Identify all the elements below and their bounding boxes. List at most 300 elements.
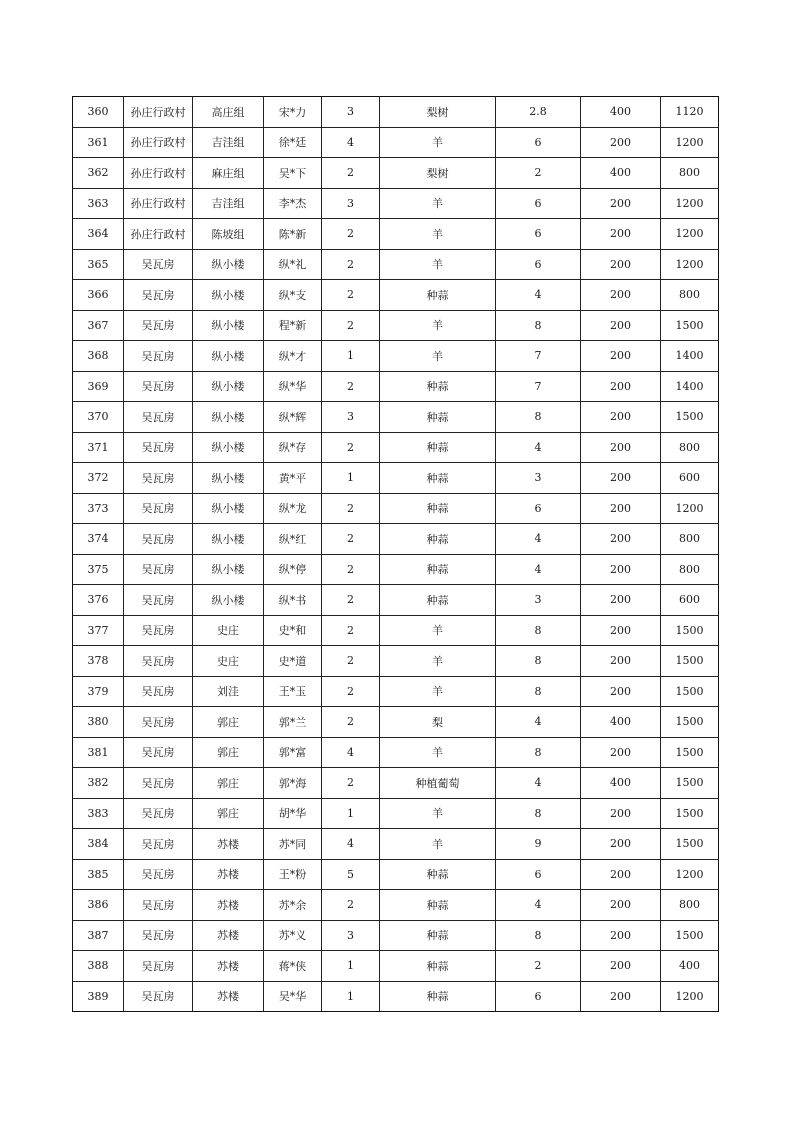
cell-name: 纵*存: [264, 432, 322, 463]
cell-row-number: 381: [73, 737, 124, 768]
table-row: [73, 524, 719, 555]
cell-household-size: 1: [322, 463, 380, 494]
cell-household-size: 2: [322, 249, 380, 280]
cell-unit-amount: 200: [581, 920, 661, 951]
cell-village: 吴瓦房: [124, 646, 193, 677]
cell-total-amount: 1500: [661, 707, 719, 738]
cell-quantity: 7: [496, 371, 581, 402]
cell-total-amount: 1500: [661, 768, 719, 799]
cell-group: 苏楼: [193, 890, 264, 921]
cell-row-number: 367: [73, 310, 124, 341]
cell-unit-amount: 200: [581, 951, 661, 982]
cell-unit-amount: 200: [581, 676, 661, 707]
cell-row-number: 360: [73, 97, 124, 128]
cell-village: 吴瓦房: [124, 981, 193, 1012]
cell-village: 孙庄行政村: [124, 97, 193, 128]
cell-household-size: 2: [322, 890, 380, 921]
cell-row-number: 371: [73, 432, 124, 463]
cell-row-number: 372: [73, 463, 124, 494]
table-row: [73, 920, 719, 951]
cell-quantity: 6: [496, 127, 581, 158]
cell-group: 纵小楼: [193, 432, 264, 463]
cell-total-amount: 600: [661, 585, 719, 616]
cell-group: 纵小楼: [193, 310, 264, 341]
table-row: [73, 310, 719, 341]
cell-unit-amount: 200: [581, 615, 661, 646]
cell-unit-amount: 200: [581, 402, 661, 433]
table-row: [73, 737, 719, 768]
table-row: [73, 158, 719, 189]
cell-household-size: 3: [322, 97, 380, 128]
cell-group: 苏楼: [193, 920, 264, 951]
cell-household-size: 2: [322, 280, 380, 311]
cell-quantity: 8: [496, 798, 581, 829]
cell-name: 史*和: [264, 615, 322, 646]
cell-row-number: 386: [73, 890, 124, 921]
cell-row-number: 362: [73, 158, 124, 189]
cell-village: 吴瓦房: [124, 280, 193, 311]
cell-name: 胡*华: [264, 798, 322, 829]
cell-name: 纵*华: [264, 371, 322, 402]
cell-project: 种蒜: [380, 371, 496, 402]
cell-quantity: 4: [496, 280, 581, 311]
cell-total-amount: 800: [661, 890, 719, 921]
cell-village: 吴瓦房: [124, 768, 193, 799]
cell-project: 羊: [380, 646, 496, 677]
cell-household-size: 2: [322, 219, 380, 250]
cell-row-number: 361: [73, 127, 124, 158]
table-row: [73, 768, 719, 799]
cell-total-amount: 1500: [661, 798, 719, 829]
cell-group: 纵小楼: [193, 280, 264, 311]
cell-project: 梨: [380, 707, 496, 738]
cell-total-amount: 600: [661, 463, 719, 494]
cell-name: 吴*下: [264, 158, 322, 189]
cell-village: 吴瓦房: [124, 707, 193, 738]
cell-village: 吴瓦房: [124, 463, 193, 494]
cell-quantity: 8: [496, 737, 581, 768]
cell-project: 羊: [380, 310, 496, 341]
cell-total-amount: 800: [661, 524, 719, 555]
cell-quantity: 8: [496, 676, 581, 707]
cell-household-size: 2: [322, 371, 380, 402]
cell-row-number: 366: [73, 280, 124, 311]
cell-total-amount: 1200: [661, 127, 719, 158]
cell-household-size: 2: [322, 585, 380, 616]
cell-household-size: 1: [322, 798, 380, 829]
cell-project: 羊: [380, 798, 496, 829]
cell-name: 苏*义: [264, 920, 322, 951]
table-row: [73, 707, 719, 738]
cell-row-number: 384: [73, 829, 124, 860]
cell-village: 吴瓦房: [124, 585, 193, 616]
cell-village: 吴瓦房: [124, 920, 193, 951]
cell-name: 郭*海: [264, 768, 322, 799]
cell-project: 种蒜: [380, 920, 496, 951]
cell-village: 吴瓦房: [124, 676, 193, 707]
table-row: [73, 402, 719, 433]
cell-village: 孙庄行政村: [124, 158, 193, 189]
cell-village: 吴瓦房: [124, 554, 193, 585]
cell-household-size: 1: [322, 981, 380, 1012]
cell-project: 种蒜: [380, 463, 496, 494]
cell-total-amount: 1200: [661, 249, 719, 280]
cell-village: 孙庄行政村: [124, 219, 193, 250]
cell-group: 吉洼组: [193, 188, 264, 219]
cell-household-size: 3: [322, 920, 380, 951]
cell-village: 吴瓦房: [124, 737, 193, 768]
cell-unit-amount: 400: [581, 707, 661, 738]
cell-group: 纵小楼: [193, 585, 264, 616]
cell-village: 吴瓦房: [124, 859, 193, 890]
cell-name: 纵*龙: [264, 493, 322, 524]
table-row: [73, 859, 719, 890]
cell-group: 纵小楼: [193, 371, 264, 402]
cell-quantity: 6: [496, 219, 581, 250]
cell-unit-amount: 200: [581, 310, 661, 341]
cell-unit-amount: 200: [581, 249, 661, 280]
cell-village: 吴瓦房: [124, 615, 193, 646]
cell-household-size: 4: [322, 737, 380, 768]
cell-village: 吴瓦房: [124, 890, 193, 921]
cell-name: 郭*兰: [264, 707, 322, 738]
cell-project: 种蒜: [380, 951, 496, 982]
cell-household-size: 1: [322, 341, 380, 372]
cell-name: 史*道: [264, 646, 322, 677]
cell-village: 吴瓦房: [124, 402, 193, 433]
cell-row-number: 385: [73, 859, 124, 890]
cell-household-size: 3: [322, 188, 380, 219]
cell-village: 吴瓦房: [124, 524, 193, 555]
cell-row-number: 389: [73, 981, 124, 1012]
cell-quantity: 4: [496, 432, 581, 463]
cell-quantity: 9: [496, 829, 581, 860]
cell-unit-amount: 200: [581, 798, 661, 829]
cell-group: 苏楼: [193, 981, 264, 1012]
cell-row-number: 364: [73, 219, 124, 250]
table-row: [73, 249, 719, 280]
cell-group: 苏楼: [193, 951, 264, 982]
cell-quantity: 8: [496, 402, 581, 433]
cell-project: 羊: [380, 127, 496, 158]
cell-total-amount: 1500: [661, 646, 719, 677]
cell-group: 麻庄组: [193, 158, 264, 189]
cell-project: 种植葡萄: [380, 768, 496, 799]
cell-total-amount: 1500: [661, 615, 719, 646]
cell-project: 羊: [380, 341, 496, 372]
cell-village: 吴瓦房: [124, 829, 193, 860]
cell-household-size: 2: [322, 768, 380, 799]
cell-total-amount: 1200: [661, 493, 719, 524]
cell-row-number: 370: [73, 402, 124, 433]
cell-name: 李*杰: [264, 188, 322, 219]
cell-name: 程*新: [264, 310, 322, 341]
cell-name: 苏*余: [264, 890, 322, 921]
cell-quantity: 6: [496, 188, 581, 219]
cell-quantity: 6: [496, 981, 581, 1012]
cell-name: 纵*礼: [264, 249, 322, 280]
cell-name: 王*粉: [264, 859, 322, 890]
cell-household-size: 2: [322, 615, 380, 646]
cell-total-amount: 800: [661, 280, 719, 311]
cell-total-amount: 400: [661, 951, 719, 982]
table-row: [73, 798, 719, 829]
cell-total-amount: 1500: [661, 310, 719, 341]
cell-group: 苏楼: [193, 829, 264, 860]
cell-household-size: 2: [322, 676, 380, 707]
cell-household-size: 1: [322, 951, 380, 982]
cell-name: 纵*支: [264, 280, 322, 311]
cell-village: 孙庄行政村: [124, 127, 193, 158]
cell-name: 纵*红: [264, 524, 322, 555]
cell-total-amount: 800: [661, 158, 719, 189]
cell-group: 史庄: [193, 615, 264, 646]
cell-unit-amount: 200: [581, 981, 661, 1012]
cell-household-size: 2: [322, 524, 380, 555]
cell-group: 吉洼组: [193, 127, 264, 158]
cell-unit-amount: 200: [581, 554, 661, 585]
cell-project: 梨树: [380, 97, 496, 128]
cell-unit-amount: 200: [581, 341, 661, 372]
table-row: [73, 341, 719, 372]
cell-name: 纵*书: [264, 585, 322, 616]
cell-row-number: 368: [73, 341, 124, 372]
cell-household-size: 4: [322, 829, 380, 860]
cell-unit-amount: 200: [581, 646, 661, 677]
cell-group: 苏楼: [193, 859, 264, 890]
cell-village: 孙庄行政村: [124, 188, 193, 219]
table-row: [73, 676, 719, 707]
cell-total-amount: 1500: [661, 737, 719, 768]
cell-row-number: 388: [73, 951, 124, 982]
cell-group: 陈坡组: [193, 219, 264, 250]
cell-total-amount: 1500: [661, 402, 719, 433]
cell-group: 纵小楼: [193, 341, 264, 372]
cell-village: 吴瓦房: [124, 798, 193, 829]
cell-group: 纵小楼: [193, 493, 264, 524]
cell-total-amount: 1500: [661, 920, 719, 951]
cell-project: 种蒜: [380, 432, 496, 463]
cell-village: 吴瓦房: [124, 371, 193, 402]
cell-row-number: 365: [73, 249, 124, 280]
cell-row-number: 378: [73, 646, 124, 677]
cell-unit-amount: 200: [581, 127, 661, 158]
cell-project: 羊: [380, 676, 496, 707]
cell-total-amount: 800: [661, 432, 719, 463]
cell-quantity: 4: [496, 554, 581, 585]
table-row: [73, 951, 719, 982]
table-row: [73, 280, 719, 311]
table-row: [73, 219, 719, 250]
cell-household-size: 2: [322, 310, 380, 341]
cell-household-size: 2: [322, 432, 380, 463]
cell-name: 纵*停: [264, 554, 322, 585]
cell-project: 种蒜: [380, 859, 496, 890]
cell-unit-amount: 200: [581, 463, 661, 494]
cell-group: 郭庄: [193, 798, 264, 829]
table-row: [73, 97, 719, 128]
cell-name: 苏*同: [264, 829, 322, 860]
cell-quantity: 6: [496, 859, 581, 890]
table-body: [73, 97, 719, 1012]
cell-project: 种蒜: [380, 890, 496, 921]
cell-name: 吴*华: [264, 981, 322, 1012]
cell-unit-amount: 200: [581, 493, 661, 524]
cell-household-size: 5: [322, 859, 380, 890]
cell-total-amount: 1400: [661, 371, 719, 402]
table-row: [73, 585, 719, 616]
cell-quantity: 8: [496, 920, 581, 951]
cell-unit-amount: 200: [581, 890, 661, 921]
cell-unit-amount: 400: [581, 97, 661, 128]
cell-quantity: 8: [496, 646, 581, 677]
cell-unit-amount: 400: [581, 158, 661, 189]
cell-quantity: 2: [496, 951, 581, 982]
cell-unit-amount: 200: [581, 585, 661, 616]
cell-unit-amount: 200: [581, 859, 661, 890]
cell-row-number: 380: [73, 707, 124, 738]
cell-row-number: 369: [73, 371, 124, 402]
cell-row-number: 374: [73, 524, 124, 555]
cell-total-amount: 1500: [661, 676, 719, 707]
cell-quantity: 4: [496, 890, 581, 921]
cell-project: 种蒜: [380, 280, 496, 311]
cell-quantity: 4: [496, 524, 581, 555]
cell-row-number: 363: [73, 188, 124, 219]
cell-village: 吴瓦房: [124, 310, 193, 341]
cell-row-number: 373: [73, 493, 124, 524]
cell-group: 高庄组: [193, 97, 264, 128]
cell-quantity: 6: [496, 493, 581, 524]
cell-village: 吴瓦房: [124, 249, 193, 280]
cell-quantity: 4: [496, 768, 581, 799]
cell-row-number: 379: [73, 676, 124, 707]
cell-total-amount: 1200: [661, 981, 719, 1012]
cell-group: 史庄: [193, 646, 264, 677]
cell-unit-amount: 200: [581, 432, 661, 463]
table-row: [73, 432, 719, 463]
cell-total-amount: 1120: [661, 97, 719, 128]
cell-project: 羊: [380, 829, 496, 860]
cell-project: 羊: [380, 737, 496, 768]
cell-total-amount: 1400: [661, 341, 719, 372]
table-row: [73, 371, 719, 402]
cell-project: 种蒜: [380, 402, 496, 433]
cell-quantity: 7: [496, 341, 581, 372]
cell-name: 陈*新: [264, 219, 322, 250]
cell-group: 郭庄: [193, 737, 264, 768]
cell-total-amount: 1500: [661, 829, 719, 860]
cell-project: 种蒜: [380, 585, 496, 616]
cell-row-number: 376: [73, 585, 124, 616]
cell-group: 郭庄: [193, 707, 264, 738]
cell-quantity: 8: [496, 310, 581, 341]
table-row: [73, 493, 719, 524]
cell-village: 吴瓦房: [124, 951, 193, 982]
cell-total-amount: 1200: [661, 188, 719, 219]
cell-project: 种蒜: [380, 524, 496, 555]
cell-name: 徐*廷: [264, 127, 322, 158]
cell-household-size: 4: [322, 127, 380, 158]
cell-quantity: 2.8: [496, 97, 581, 128]
cell-project: 羊: [380, 615, 496, 646]
cell-name: 纵*辉: [264, 402, 322, 433]
table-row: [73, 188, 719, 219]
cell-project: 羊: [380, 249, 496, 280]
cell-name: 蒋*侠: [264, 951, 322, 982]
cell-quantity: 8: [496, 615, 581, 646]
cell-project: 羊: [380, 219, 496, 250]
cell-project: 羊: [380, 188, 496, 219]
cell-quantity: 4: [496, 707, 581, 738]
cell-row-number: 382: [73, 768, 124, 799]
cell-name: 王*玉: [264, 676, 322, 707]
table-row: [73, 554, 719, 585]
table-row: [73, 615, 719, 646]
cell-project: 种蒜: [380, 981, 496, 1012]
cell-unit-amount: 200: [581, 371, 661, 402]
cell-unit-amount: 200: [581, 829, 661, 860]
cell-village: 吴瓦房: [124, 341, 193, 372]
cell-total-amount: 1200: [661, 859, 719, 890]
cell-name: 郭*富: [264, 737, 322, 768]
cell-total-amount: 800: [661, 554, 719, 585]
cell-village: 吴瓦房: [124, 432, 193, 463]
cell-project: 种蒜: [380, 554, 496, 585]
table-row: [73, 829, 719, 860]
cell-row-number: 383: [73, 798, 124, 829]
cell-unit-amount: 200: [581, 280, 661, 311]
cell-name: 纵*才: [264, 341, 322, 372]
data-table: [72, 96, 719, 1012]
cell-household-size: 2: [322, 158, 380, 189]
table-row: [73, 127, 719, 158]
cell-unit-amount: 400: [581, 768, 661, 799]
cell-household-size: 2: [322, 707, 380, 738]
cell-household-size: 2: [322, 493, 380, 524]
cell-name: 宋*力: [264, 97, 322, 128]
cell-project: 种蒜: [380, 493, 496, 524]
cell-group: 纵小楼: [193, 554, 264, 585]
cell-quantity: 6: [496, 249, 581, 280]
cell-group: 纵小楼: [193, 402, 264, 433]
cell-household-size: 2: [322, 646, 380, 677]
cell-row-number: 377: [73, 615, 124, 646]
cell-household-size: 3: [322, 402, 380, 433]
cell-project: 梨树: [380, 158, 496, 189]
cell-unit-amount: 200: [581, 188, 661, 219]
cell-unit-amount: 200: [581, 524, 661, 555]
cell-unit-amount: 200: [581, 219, 661, 250]
cell-group: 纵小楼: [193, 524, 264, 555]
cell-name: 黄*平: [264, 463, 322, 494]
cell-household-size: 2: [322, 554, 380, 585]
cell-quantity: 3: [496, 463, 581, 494]
cell-group: 郭庄: [193, 768, 264, 799]
cell-group: 刘洼: [193, 676, 264, 707]
cell-row-number: 375: [73, 554, 124, 585]
cell-unit-amount: 200: [581, 737, 661, 768]
cell-village: 吴瓦房: [124, 493, 193, 524]
cell-group: 纵小楼: [193, 249, 264, 280]
cell-total-amount: 1200: [661, 219, 719, 250]
table-row: [73, 890, 719, 921]
cell-quantity: 3: [496, 585, 581, 616]
cell-group: 纵小楼: [193, 463, 264, 494]
cell-quantity: 2: [496, 158, 581, 189]
table-row: [73, 981, 719, 1012]
table-row: [73, 463, 719, 494]
